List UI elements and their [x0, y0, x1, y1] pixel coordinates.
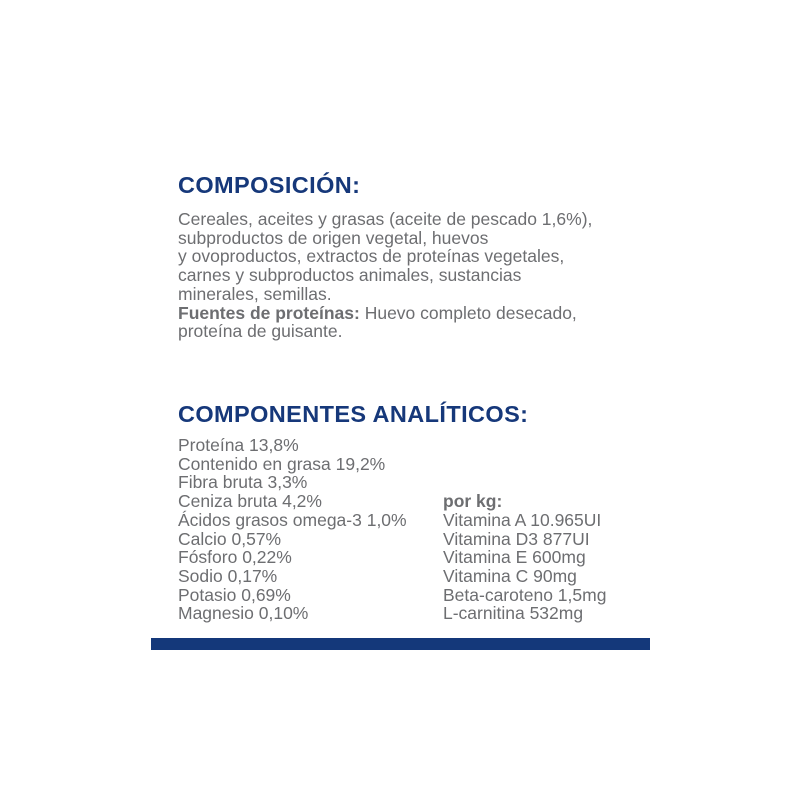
nutrient-item: Fibra bruta 3,3% [178, 472, 308, 493]
analytical-components-section [178, 401, 648, 623]
protein-sources-label: Fuentes de proteínas: [178, 302, 360, 323]
vitamin-item: Beta-caroteno 1,5mg [443, 584, 607, 605]
nutrient-item: Calcio 0,57% [178, 528, 282, 549]
analytical-components-heading: COMPONENTES ANALÍTICOS: [178, 401, 529, 427]
analytical-left-column [178, 436, 443, 623]
vitamin-item: Vitamina C 90mg [443, 565, 577, 586]
vitamin-item: Vitamina E 600mg [443, 547, 586, 568]
composition-line: subproductos de origen vegetal, huevos [178, 227, 489, 248]
composition-line: carnes y subproductos animales, sustancias [178, 265, 522, 286]
protein-sources-line [178, 304, 648, 323]
vitamin-item: Vitamina A 10.965UI [443, 509, 602, 530]
analytical-right-column [443, 492, 648, 623]
nutrient-item: Sodio 0,17% [178, 565, 278, 586]
analytical-columns [178, 436, 648, 623]
composition-line: Cereales, aceites y grasas (aceite de pescado 1,6%), [178, 209, 593, 229]
nutrient-item: Ceniza bruta 4,2% [178, 491, 322, 512]
protein-sources-line: proteína de guisante. [178, 321, 343, 342]
nutrient-item: Magnesio 0,10% [178, 603, 309, 624]
composition-heading: COMPOSICIÓN: [178, 172, 361, 198]
bottom-divider-bar [151, 638, 650, 650]
composition-paragraph [178, 210, 648, 341]
nutrient-item: Proteína 13,8% [178, 435, 299, 455]
vitamin-item: L-carnitina 532mg [443, 603, 584, 624]
protein-sources-text: Huevo completo desecado, [359, 302, 577, 323]
composition-line: minerales, semillas. [178, 283, 332, 304]
per-kg-header: por kg: [443, 491, 503, 512]
composition-section [178, 172, 648, 341]
nutrient-item: Ácidos grasos omega-3 1,0% [178, 509, 407, 530]
nutrient-item: Contenido en grasa 19,2% [178, 453, 386, 474]
nutrient-item: Fósforo 0,22% [178, 547, 292, 568]
composition-line: y ovoproductos, extractos de proteínas vegetales, [178, 246, 565, 267]
nutrient-item: Potasio 0,69% [178, 584, 291, 605]
vitamin-item: Vitamina D3 877UI [443, 528, 590, 549]
